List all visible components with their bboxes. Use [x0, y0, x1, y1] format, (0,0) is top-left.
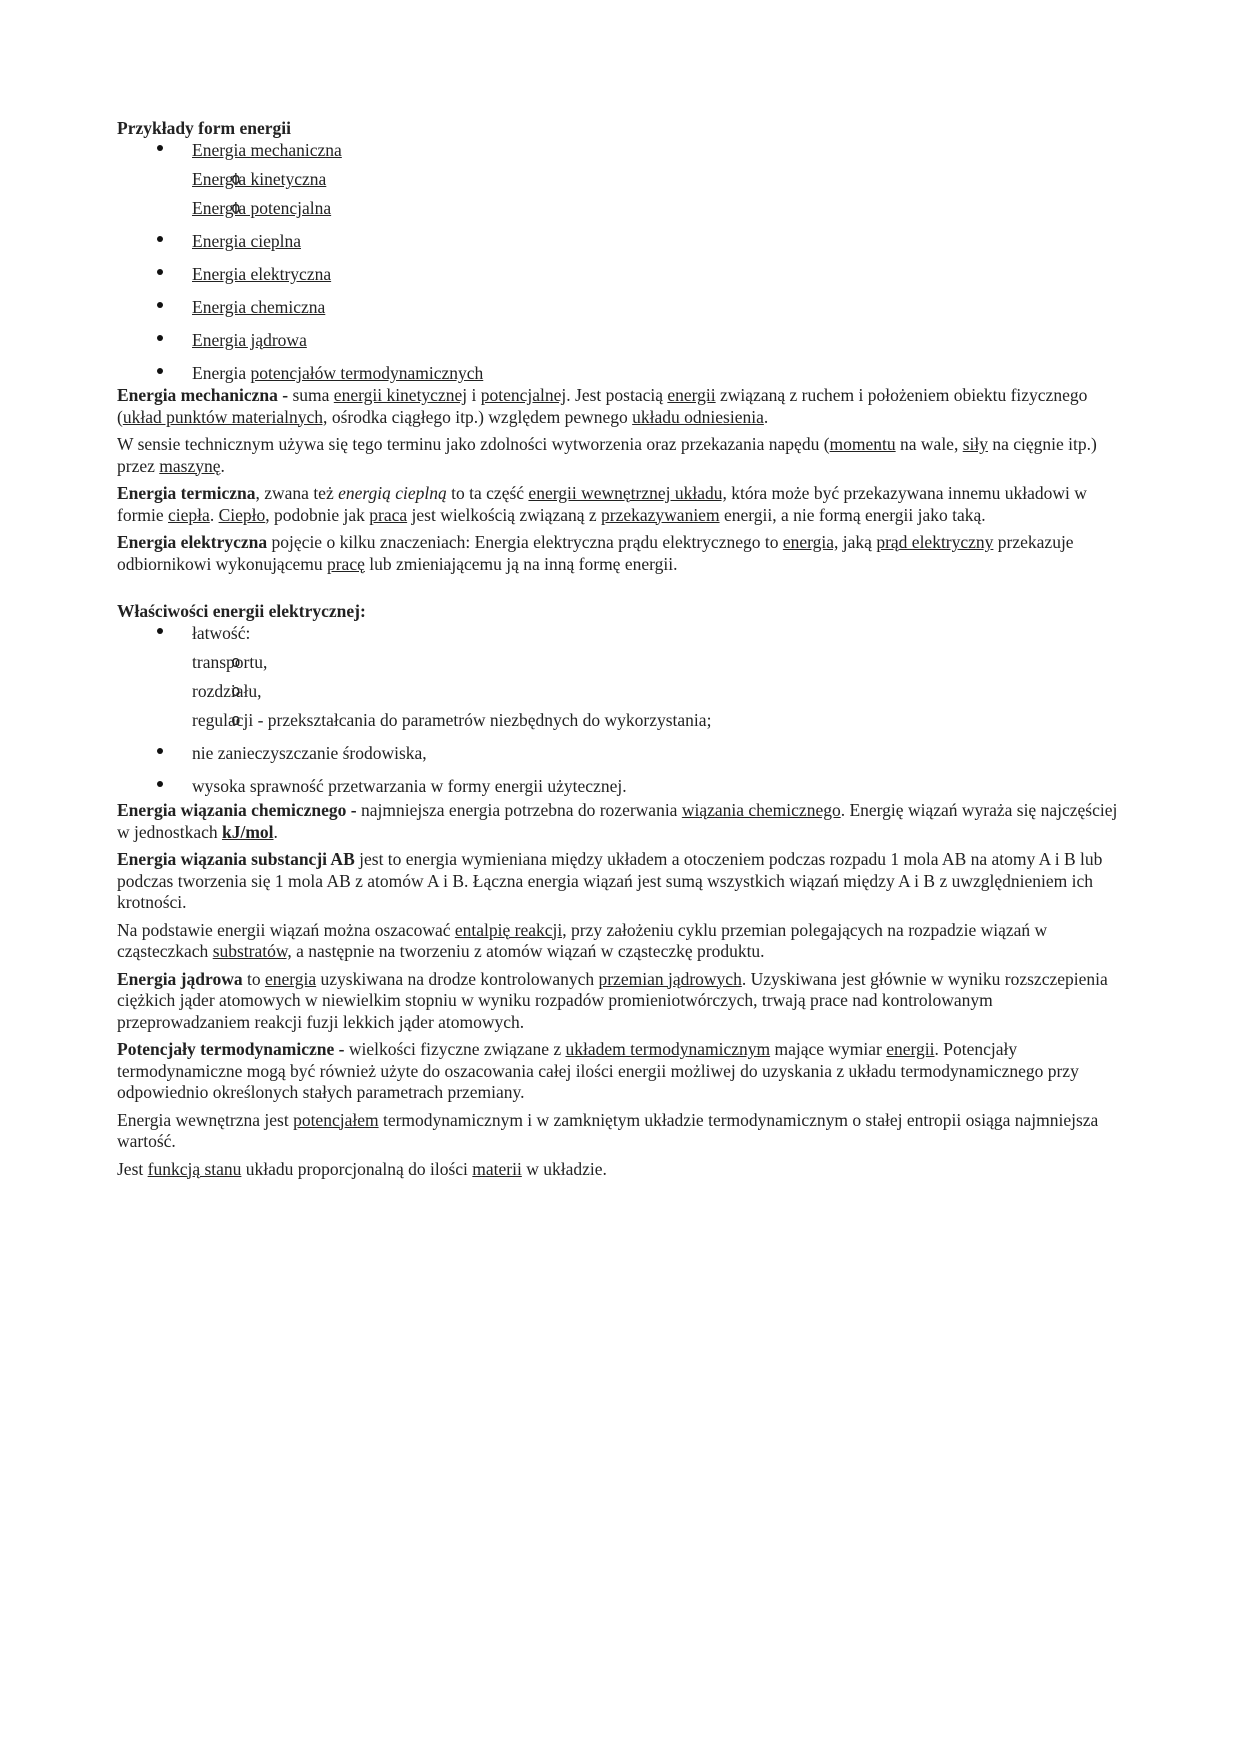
- list-item: o transportu,: [117, 652, 1122, 681]
- document-body: [117, 118, 1122, 1186]
- link-cieplo[interactable]: Ciepło: [218, 504, 266, 525]
- link-materii[interactable]: materii: [472, 1158, 522, 1179]
- list-item: [117, 231, 1122, 264]
- properties-list: [117, 623, 1122, 800]
- list-item: o rozdziału,: [117, 681, 1122, 710]
- link-momentu[interactable]: momentu: [829, 434, 896, 454]
- link-ukladu-odniesienia[interactable]: układu odniesienia: [632, 406, 764, 427]
- paragraph-energia-jadrowa: Energia jądrowa to energia uzyskiwana na drodze kontrolowanych przemian jądrowych. Uzyskiwana jest głównie w wyniku rozszczepienia ciężkich jąder atomowych w niewielkim stopniu w wyniku rozpadów promieniotwórczych, trwają prace nad kontrolowanym przeprowadzaniem reakcji fuzji lekkich jąder atomowych.: [117, 968, 1108, 1032]
- link-energii-wewnetrznej[interactable]: energii wewnętrznej układu,: [528, 483, 727, 503]
- list-item: wysoka sprawność przetwarzania w formy energii użytecznej.: [117, 776, 1122, 800]
- paragraph-funkcja-stanu: Jest funkcją stanu układu proporcjonalną do ilości materii w układzie.: [117, 1158, 607, 1179]
- link-entalpie-reakcji[interactable]: entalpię reakcji,: [454, 919, 567, 940]
- link-potencjalnej[interactable]: potencjalnej: [480, 385, 567, 405]
- paragraph-energia-mechaniczna: Energia mechaniczna - suma energii kinetycznej i potencjalnej. Jest postacią energii związaną z ruchem i położeniem obiektu fizycznego (układ punktów materialnych, ośrodka ciągłego itp.) względem pewnego układu odniesienia.: [117, 385, 1088, 427]
- link-energia-jadrowa[interactable]: Energia jądrowa: [192, 330, 307, 350]
- section-heading: Przykłady form energii: [117, 118, 291, 138]
- paragraph-entalpia: Na podstawie energii wiązań można oszacować entalpię reakcji, przy założeniu cyklu przemian polegających na rozpadzie wiązań w cząsteczkach substratów, a następnie na tworzeniu z atomów wiązań w cząsteczkę produktu.: [117, 919, 1048, 961]
- paragraph-sens-techniczny: W sensie technicznym używa się tego terminu jako zdolności wytworzenia oraz przekazania napędu (momentu na wale, siły na cięgnie itp.) przez maszynę.: [117, 434, 1097, 476]
- list-item: nie zanieczyszczanie środowiska,: [117, 743, 1122, 776]
- spacer: [117, 581, 1122, 601]
- link-sily[interactable]: siły: [962, 434, 988, 454]
- list-item: łatwość:: [117, 623, 1122, 656]
- paragraph-energia-termiczna: Energia termiczna, zwana też energią cieplną to ta część energii wewnętrznej układu, która może być przekazywana innemu układowi w formie ciepła. Ciepło, podobnie jak praca jest wielkością związaną z przekazywaniem energii, a nie formą energii jako taką.: [117, 483, 1087, 525]
- ease-sublist: [117, 652, 1122, 739]
- list-item: [117, 330, 1122, 363]
- link-substratow[interactable]: substratów,: [212, 941, 292, 961]
- link-prace[interactable]: pracę: [326, 553, 365, 574]
- link-prad-elektryczny[interactable]: prąd elektryczny: [876, 532, 994, 552]
- nested-list-wrap: [117, 652, 1122, 739]
- link-uklad-punktow-materialnych[interactable]: układ punktów materialnych,: [122, 406, 328, 427]
- link-funkcja-stanu[interactable]: funkcją stanu: [147, 1158, 242, 1179]
- link-potencjalem[interactable]: potencjałem: [293, 1109, 379, 1130]
- link-kj-mol[interactable]: kJ/mol: [221, 821, 274, 842]
- link-wiazania-chemicznego[interactable]: wiązania chemicznego: [681, 800, 841, 820]
- list-item: [117, 297, 1122, 330]
- link-energia-kinetyczna[interactable]: Energia kinetyczna: [192, 169, 327, 189]
- link-praca[interactable]: praca: [369, 504, 408, 525]
- link-energia-jadr[interactable]: energia: [264, 968, 317, 989]
- section-heading-wlasciwosci: Właściwości energii elektrycznej:: [117, 601, 366, 621]
- paragraph-energia-elektryczna: Energia elektryczna pojęcie o kilku znaczeniach: Energia elektryczna prądu elektrycznego to energia, jaką prąd elektryczny przekazuje odbiornikowi wykonującemu pracę lub zmieniającemu ją na inną formę energii.: [117, 532, 1074, 574]
- link-energii-kinetycznej[interactable]: energii kinetycznej: [333, 385, 468, 405]
- list-item: [117, 264, 1122, 297]
- paragraph-potencjaly: Potencjały termodynamiczne - wielkości fizyczne związane z układem termodynamicznym mające wymiar energii. Potencjały termodynamiczne mogą być również użyte do oszacowania całej ilości energii możliwej do uzyskania z układu termodynamicznego przy odpowiednio określonych stałych parametrach przemiany.: [117, 1039, 1079, 1102]
- mechanical-sublist: [117, 169, 1122, 227]
- link-energii[interactable]: energii: [667, 385, 716, 405]
- link-energia-chemiczna[interactable]: Energia chemiczna: [192, 297, 326, 317]
- link-potencjaly-termodynamiczne[interactable]: potencjałów termodynamicznych: [250, 363, 484, 383]
- link-ukladem-termodynamicznym[interactable]: układem termodynamicznym: [565, 1039, 771, 1059]
- paragraph-wiazania-ab: Energia wiązania substancji AB jest to energia wymieniana między układem a otoczeniem podczas rozpadu 1 mola AB na atomy A i B lub podczas tworzenia się 1 mola AB z atomów A i B. Łączna energia wiązań jest sumą wszystkich wiązań między A i B z uwzględnieniem ich krotności.: [117, 849, 1103, 912]
- link-przemian-jadrowych[interactable]: przemian jądrowych: [598, 968, 742, 989]
- list-item: Energia potencjałów termodynamicznych: [117, 363, 1122, 385]
- link-energia[interactable]: energia,: [782, 532, 839, 552]
- link-energii-pot[interactable]: energii: [886, 1039, 935, 1059]
- link-maszyne[interactable]: maszynę: [159, 455, 221, 476]
- paragraph-energia-wiazania: Energia wiązania chemicznego - najmniejsza energia potrzebna do rozerwania wiązania chemicznego. Energię wiązań wyraża się najczęściej w jednostkach kJ/mol.: [117, 800, 1118, 842]
- link-przekazywaniem[interactable]: przekazywaniem: [601, 504, 720, 525]
- link-energia-cieplna[interactable]: Energia cieplna: [192, 231, 301, 251]
- link-ciepla[interactable]: ciepła: [168, 504, 210, 525]
- link-energia-mechaniczna[interactable]: Energia mechaniczna: [192, 140, 342, 160]
- link-energia-potencjalna[interactable]: Energia potencjalna: [192, 198, 332, 218]
- list-item: [117, 198, 1122, 227]
- nested-list-wrap: [117, 169, 1122, 227]
- list-item: [117, 169, 1122, 198]
- energy-forms-list: [117, 140, 1122, 385]
- link-energia-elektryczna[interactable]: Energia elektryczna: [192, 264, 332, 284]
- list-item: o regulacji - przekształcania do parametrów niezbędnych do wykorzystania;: [117, 710, 1122, 739]
- paragraph-energia-wewnetrzna: Energia wewnętrzna jest potencjałem termodynamicznym i w zamkniętym układzie termodynamicznym o stałej entropii osiąga najmniejsza wartość.: [117, 1109, 1099, 1151]
